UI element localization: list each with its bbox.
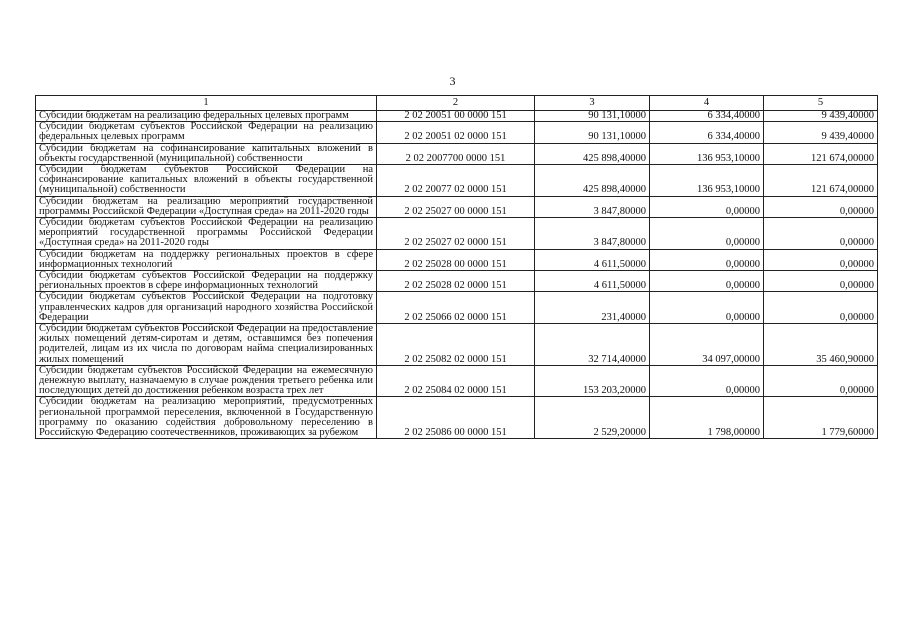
value-col4-cell: 0,00000 (650, 249, 764, 270)
value-col4-cell: 136 953,10000 (650, 143, 764, 164)
column-header: 1 (36, 96, 377, 111)
row-name-cell: Субсидии бюджетам на поддержку региональных проектов в сфере информационных технологий (36, 249, 377, 270)
budget-code-cell: 2 02 25027 00 0000 151 (377, 196, 535, 217)
column-header: 5 (764, 96, 878, 111)
value-col5-cell: 0,00000 (764, 249, 878, 270)
value-col4-cell: 6 334,40000 (650, 111, 764, 122)
row-name-cell: Субсидии бюджетам на софинансирование капитальных вложений в объекты государственной (муниципальной) собственности (36, 143, 377, 164)
row-name-cell: Субсидии бюджетам субъектов Российской Федерации на софинансирование капитальных вложений в объекты государственной (муниципальной) собственности (36, 165, 377, 197)
value-col4-cell: 6 334,40000 (650, 122, 764, 143)
budget-code-cell: 2 02 2007700 0000 151 (377, 143, 535, 164)
column-header: 4 (650, 96, 764, 111)
row-name-cell: Субсидии бюджетам субъектов Российской Федерации на реализацию федеральных целевых программ (36, 122, 377, 143)
value-col5-cell: 9 439,40000 (764, 111, 878, 122)
row-name-cell: Субсидии бюджетам субъектов Российской Федерации на реализацию мероприятий государственной программы Российской Федерации «Доступная среда» на 2011-2020 годы (36, 218, 377, 250)
table-header-row (36, 96, 878, 111)
column-header: 2 (377, 96, 535, 111)
row-name-cell: Субсидии бюджетам субъектов Российской Федерации на подготовку управленческих кадров для организаций народного хозяйства Российской Федерации (36, 292, 377, 324)
value-col4-cell: 136 953,10000 (650, 165, 764, 197)
value-col3-cell: 153 203,20000 (535, 365, 650, 397)
value-col5-cell: 0,00000 (764, 365, 878, 397)
value-col3-cell: 3 847,80000 (535, 196, 650, 217)
budget-code-cell: 2 02 25086 00 0000 151 (377, 397, 535, 439)
value-col3-cell: 4 611,50000 (535, 271, 650, 292)
table-row (36, 122, 878, 143)
table-row (36, 143, 878, 164)
budget-code-cell: 2 02 20051 00 0000 151 (377, 111, 535, 122)
value-col3-cell: 90 131,10000 (535, 111, 650, 122)
value-col4-cell: 1 798,00000 (650, 397, 764, 439)
value-col4-cell: 0,00000 (650, 292, 764, 324)
row-name-cell: Субсидии бюджетам субъектов Российской Федерации на ежемесячную денежную выплату, назначаемую в случае рождения третьего ребенка или последующих детей до достижения ребенком возраста трех лет (36, 365, 377, 397)
table-row (36, 249, 878, 270)
budget-code-cell: 2 02 20077 02 0000 151 (377, 165, 535, 197)
row-name-cell: Субсидии бюджетам на реализацию мероприятий, предусмотренных региональной программой переселения, включенной в Государственную программу по оказанию содействия добровольному переселению в Российскую Федерацию соотечественников, проживающих за рубежом (36, 397, 377, 439)
table-row (36, 196, 878, 217)
value-col4-cell: 0,00000 (650, 218, 764, 250)
value-col5-cell: 35 460,90000 (764, 324, 878, 366)
value-col3-cell: 425 898,40000 (535, 165, 650, 197)
value-col3-cell: 425 898,40000 (535, 143, 650, 164)
budget-code-cell: 2 02 25084 02 0000 151 (377, 365, 535, 397)
value-col3-cell: 4 611,50000 (535, 249, 650, 270)
row-name-cell: Субсидии бюджетам субъектов Российской Федерации на предоставление жилых помещений детям-сиротам и детям, оставшимся без попечения родителей, лицам из их числа по договорам найма специализированных жилых помещений (36, 324, 377, 366)
table-row (36, 365, 878, 397)
value-col4-cell: 0,00000 (650, 196, 764, 217)
row-name-cell: Субсидии бюджетам на реализацию федеральных целевых программ (36, 111, 377, 122)
table-row (36, 165, 878, 197)
value-col5-cell: 0,00000 (764, 292, 878, 324)
table-row (36, 292, 878, 324)
value-col5-cell: 0,00000 (764, 271, 878, 292)
value-col4-cell: 0,00000 (650, 271, 764, 292)
value-col4-cell: 0,00000 (650, 365, 764, 397)
table-row (36, 397, 878, 439)
value-col5-cell: 121 674,00000 (764, 165, 878, 197)
value-col5-cell: 0,00000 (764, 196, 878, 217)
budget-code-cell: 2 02 25027 02 0000 151 (377, 218, 535, 250)
budget-code-cell: 2 02 25028 00 0000 151 (377, 249, 535, 270)
table-row (36, 324, 878, 366)
value-col5-cell: 0,00000 (764, 218, 878, 250)
value-col3-cell: 3 847,80000 (535, 218, 650, 250)
budget-code-cell: 2 02 20051 02 0000 151 (377, 122, 535, 143)
value-col3-cell: 32 714,40000 (535, 324, 650, 366)
page-number: 3 (449, 74, 456, 88)
row-name-cell: Субсидии бюджетам на реализацию мероприятий государственной программы Российской Федерации «Доступная среда» на 2011-2020 годы (36, 196, 377, 217)
budget-table (35, 95, 878, 439)
value-col3-cell: 2 529,20000 (535, 397, 650, 439)
value-col5-cell: 1 779,60000 (764, 397, 878, 439)
value-col3-cell: 90 131,10000 (535, 122, 650, 143)
table-row (36, 271, 878, 292)
value-col3-cell: 231,40000 (535, 292, 650, 324)
row-name-cell: Субсидии бюджетам субъектов Российской Федерации на поддержку региональных проектов в сфере информационных технологий (36, 271, 377, 292)
value-col4-cell: 34 097,00000 (650, 324, 764, 366)
budget-code-cell: 2 02 25082 02 0000 151 (377, 324, 535, 366)
table-row (36, 218, 878, 250)
value-col5-cell: 9 439,40000 (764, 122, 878, 143)
table-row (36, 111, 878, 122)
budget-code-cell: 2 02 25066 02 0000 151 (377, 292, 535, 324)
value-col5-cell: 121 674,00000 (764, 143, 878, 164)
budget-code-cell: 2 02 25028 02 0000 151 (377, 271, 535, 292)
column-header: 3 (535, 96, 650, 111)
